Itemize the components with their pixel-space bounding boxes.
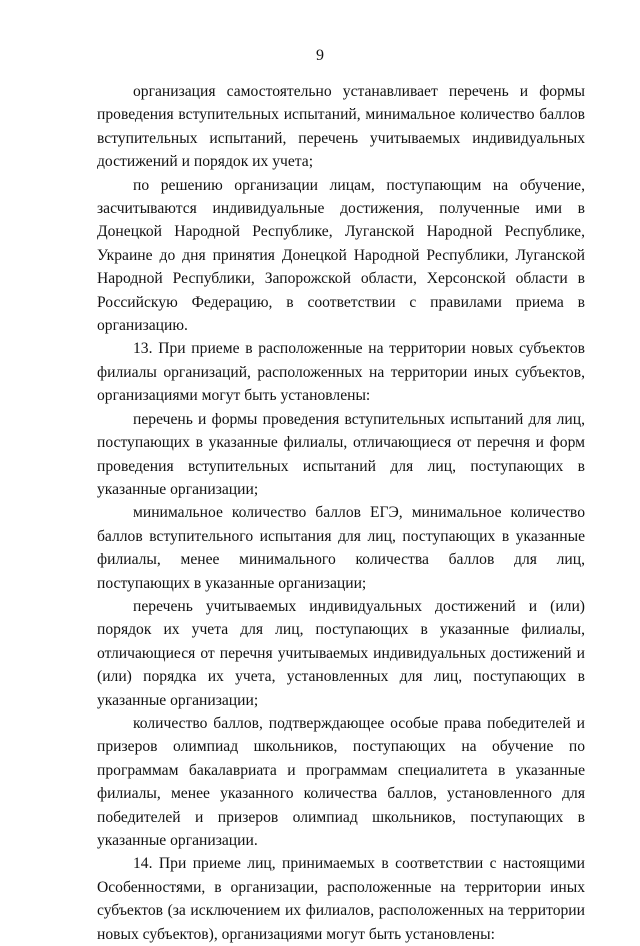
document-body: [97, 80, 585, 946]
paragraph: перечень и формы проведения вступительных испытаний для лиц, поступающих в указанные филиалы, отличающиеся от перечня и форм проведения вступительных испытаний для лиц, поступающих в указанные организации;: [97, 410, 585, 498]
page-number: 9: [316, 47, 324, 64]
paragraph: количество баллов, подтверждающее особые права победителей и призеров олимпиад школьников, поступающих на обучение по программам бакалавриата и программам специалитета в указанные филиалы, менее указанного количества баллов, установленного для победителей и призеров олимпиад школьников, поступающих в указанные организации.: [97, 714, 585, 849]
paragraph: минимальное количество баллов ЕГЭ, минимальное количество баллов вступительного испытания для лиц, поступающих в указанные филиалы, менее минимального количества баллов для лиц, поступающих в указанные организации;: [97, 504, 585, 592]
paragraph: организация самостоятельно устанавливает перечень и формы проведения вступительных испытаний, минимальное количество баллов вступительных испытаний, перечень учитываемых индивидуальных достижений и порядок их учета;: [97, 83, 585, 171]
paragraph: по решению организации лицам, поступающим на обучение, засчитываются индивидуальные достижения, полученные ими в Донецкой Народной Республике, Луганской Народной Республике, Украине до дня принятия Донецкой Народной Республики, Луганской Народной Республики, Запорожской области, Херсонской области в Российскую Федерацию, в соответствии с правилами приема в организацию.: [97, 176, 585, 335]
paragraph-section-14: 14. При приеме лиц, принимаемых в соответствии с настоящими Особенностями, в организации, расположенные на территории иных субъектов (за исключением их филиалов, расположенных на территории новых субъектов), организациями могут быть установлены:: [97, 855, 585, 943]
paragraph: перечень учитываемых индивидуальных достижений и (или) порядок их учета для лиц, поступающих в указанные филиалы, отличающиеся от перечня учитываемых индивидуальных достижений и (или) порядка их учета, установленных для лиц, поступающих в указанные организации;: [97, 597, 585, 709]
paragraph-section-13: 13. При приеме в расположенные на территории новых субъектов филиалы организаций, расположенных на территории иных субъектов, организациями могут быть установлены:: [97, 340, 585, 405]
